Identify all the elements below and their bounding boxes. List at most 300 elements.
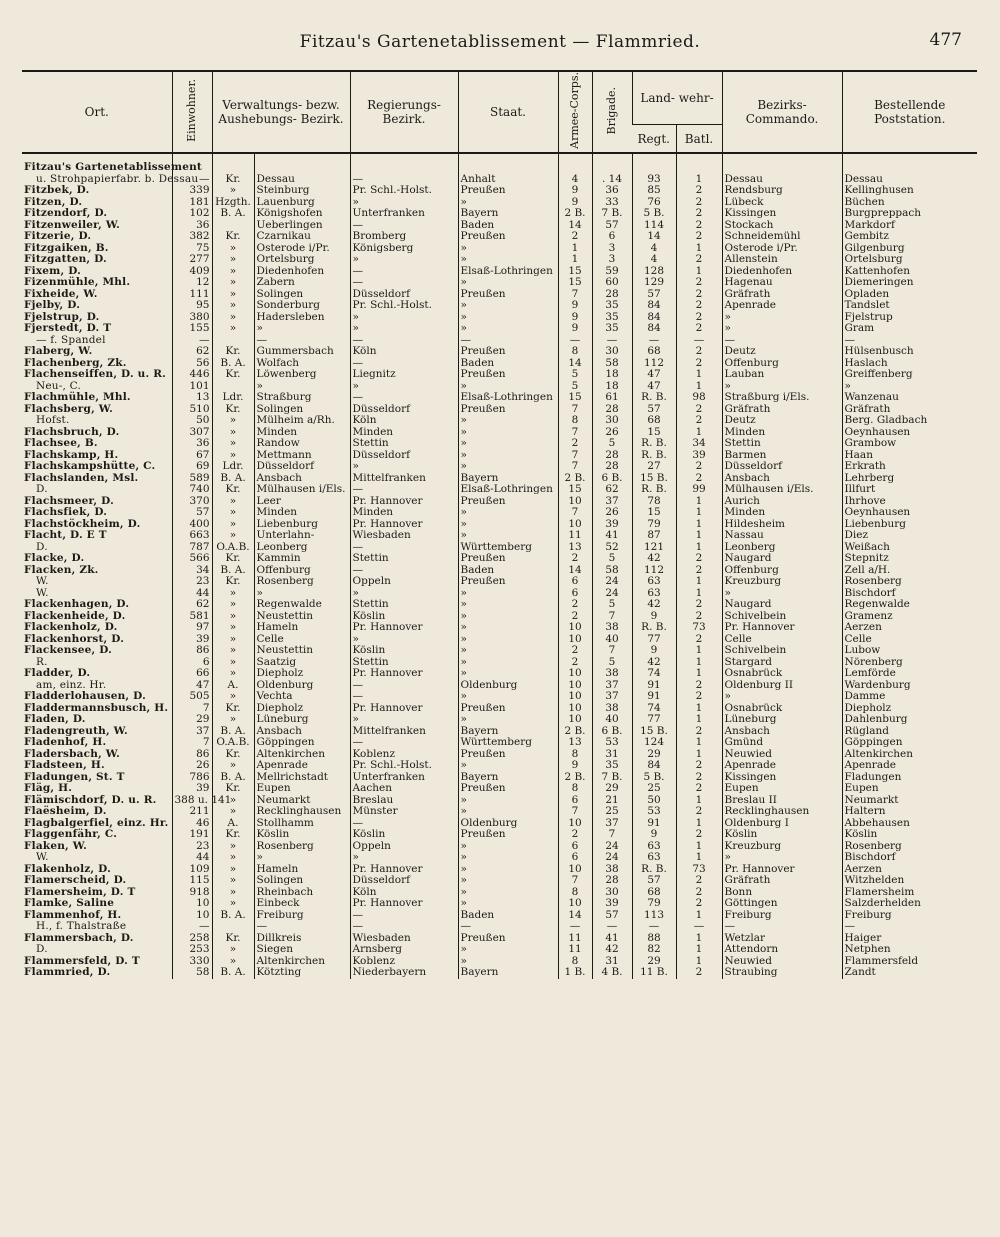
cell-bezirkscommando: Celle bbox=[722, 634, 842, 646]
cell-poststation: Oeynhausen bbox=[842, 427, 977, 439]
cell-ort: Fitzgatten, D. bbox=[24, 253, 107, 265]
cell-poststation: Opladen bbox=[842, 289, 977, 301]
cell-batl: 2 bbox=[676, 898, 722, 910]
cell-ort: Fizenmühle, Mhl. bbox=[24, 276, 131, 288]
cell-bezirk-art: B. A. bbox=[212, 208, 254, 220]
cell-brigade: 21 bbox=[592, 795, 632, 807]
cell-poststation: Diez bbox=[842, 530, 977, 542]
cell-bezirk: Neustettin bbox=[254, 611, 350, 623]
cell-batl: 1 bbox=[676, 795, 722, 807]
cell-regt: 68 bbox=[632, 887, 676, 899]
cell-einwohner: 7 bbox=[172, 703, 212, 715]
cell-regierung: Oppeln bbox=[350, 841, 458, 853]
cell-brigade: 35 bbox=[592, 760, 632, 772]
cell-staat: » bbox=[458, 461, 558, 473]
cell-batl: — bbox=[676, 921, 722, 933]
cell-armeecorps: 2 bbox=[558, 231, 592, 243]
cell-bezirk-art: » bbox=[212, 944, 254, 956]
cell-bezirk: Osterode i/Pr. bbox=[254, 243, 350, 255]
cell-poststation: Gramenz bbox=[842, 611, 977, 623]
cell-poststation: Greiffenberg bbox=[842, 369, 977, 381]
cell-poststation: Haslach bbox=[842, 358, 977, 370]
cell-staat: » bbox=[458, 438, 558, 450]
cell-einwohner: 56 bbox=[172, 358, 212, 370]
cell-einwohner: 109 bbox=[172, 864, 212, 876]
cell-regierung: Köslin bbox=[350, 645, 458, 657]
cell-armeecorps: 2 B. bbox=[558, 473, 592, 485]
cell-staat: » bbox=[458, 691, 558, 703]
cell-poststation: Celle bbox=[842, 634, 977, 646]
cell-armeecorps: 10 bbox=[558, 668, 592, 680]
cell-bezirk: Löwenberg bbox=[254, 369, 350, 381]
cell-ort: Flammersfeld, D. T bbox=[24, 954, 140, 967]
table-row bbox=[22, 611, 977, 623]
cell-poststation: Gembitz bbox=[842, 231, 977, 243]
cell-bezirk: — bbox=[254, 921, 350, 933]
cell-armeecorps: 8 bbox=[558, 783, 592, 795]
cell-bezirkscommando: Bonn bbox=[722, 887, 842, 899]
cell-armeecorps: 11 bbox=[558, 933, 592, 945]
cell-armeecorps: 14 bbox=[558, 910, 592, 922]
cell-bezirk-art: » bbox=[212, 691, 254, 703]
cell-poststation: Tandslet bbox=[842, 300, 977, 312]
cell-poststation: Haiger bbox=[842, 933, 977, 945]
cell-ort: Fitzenweiler, W. bbox=[24, 218, 121, 231]
cell-armeecorps: 13 bbox=[558, 737, 592, 749]
cell-regierung: » bbox=[350, 461, 458, 473]
cell-regt: 25 bbox=[632, 783, 676, 795]
cell-ort: Fitzen, D. bbox=[24, 195, 83, 208]
cell-armeecorps: 6 bbox=[558, 841, 592, 853]
cell-batl: 1 bbox=[676, 243, 722, 255]
cell-regt: 9 bbox=[632, 611, 676, 623]
cell-poststation: Gram bbox=[842, 323, 977, 335]
cell-batl: 2 bbox=[676, 323, 722, 335]
cell-regierung: — bbox=[350, 358, 458, 370]
cell-einwohner: 10 bbox=[172, 910, 212, 922]
cell-ort: Fitzerie, D. bbox=[24, 230, 92, 242]
cell-bezirk-art: » bbox=[212, 864, 254, 876]
cell-poststation: Witzhelden bbox=[842, 875, 977, 887]
cell-bezirk: Kötzting bbox=[254, 967, 350, 979]
cell-regierung: Pr. Hannover bbox=[350, 864, 458, 876]
cell-armeecorps: 14 bbox=[558, 358, 592, 370]
cell-batl: 1 bbox=[676, 542, 722, 554]
cell-regierung: Pr. Hannover bbox=[350, 898, 458, 910]
cell-batl: 2 bbox=[676, 404, 722, 416]
cell-bezirkscommando: Recklinghausen bbox=[722, 806, 842, 818]
cell-bezirk-art: » bbox=[212, 875, 254, 887]
cell-bezirkscommando: Gräfrath bbox=[722, 875, 842, 887]
cell-regierung: Wiesbaden bbox=[350, 530, 458, 542]
cell-regt: 84 bbox=[632, 312, 676, 324]
cell-regierung: Köslin bbox=[350, 611, 458, 623]
cell-regierung: Mittelfranken bbox=[350, 726, 458, 738]
col-header-landwehr: Land- wehr- bbox=[632, 71, 722, 125]
cell-regt: R. B. bbox=[632, 450, 676, 462]
cell-einwohner: 663 bbox=[172, 530, 212, 542]
cell-brigade: 7 bbox=[592, 611, 632, 623]
table-row bbox=[22, 312, 977, 324]
cell-poststation: Weißach bbox=[842, 542, 977, 554]
cell-bezirkscommando: Kreuzburg bbox=[722, 841, 842, 853]
cell-bezirk-art: » bbox=[212, 898, 254, 910]
cell-batl: 2 bbox=[676, 806, 722, 818]
cell-staat: » bbox=[458, 657, 558, 669]
cell-armeecorps: 7 bbox=[558, 507, 592, 519]
cell-bezirkscommando: Freiburg bbox=[722, 910, 842, 922]
cell-einwohner: 380 bbox=[172, 312, 212, 324]
cell-regt: 91 bbox=[632, 680, 676, 692]
cell-poststation: Dahlenburg bbox=[842, 714, 977, 726]
cell-regierung: Königsberg bbox=[350, 243, 458, 255]
cell-bezirkscommando: Nassau bbox=[722, 530, 842, 542]
cell-brigade: 7 B. bbox=[592, 772, 632, 784]
cell-einwohner: 44 bbox=[172, 588, 212, 600]
cell-poststation: Abbehausen bbox=[842, 818, 977, 830]
cell-einwohner: 370 bbox=[172, 496, 212, 508]
cell-staat: » bbox=[458, 254, 558, 266]
table-row bbox=[22, 841, 977, 853]
cell-regierung: Köslin bbox=[350, 829, 458, 841]
cell-brigade: 61 bbox=[592, 392, 632, 404]
cell-bezirk-art: » bbox=[212, 795, 254, 807]
cell-einwohner: 36 bbox=[172, 438, 212, 450]
cell-regt: 53 bbox=[632, 806, 676, 818]
cell-bezirk: Solingen bbox=[254, 875, 350, 887]
cell-einwohner: 47 bbox=[172, 680, 212, 692]
cell-staat: Preußen bbox=[458, 749, 558, 761]
cell-bezirk: Eupen bbox=[254, 783, 350, 795]
cell-brigade: — bbox=[592, 921, 632, 933]
cell-staat: Bayern bbox=[458, 967, 558, 979]
cell-staat: Bayern bbox=[458, 726, 558, 738]
cell-staat: Elsaß-Lothringen bbox=[458, 266, 558, 278]
cell-brigade: 37 bbox=[592, 818, 632, 830]
cell-regt: — bbox=[632, 335, 676, 347]
cell-bezirkscommando: Osnabrück bbox=[722, 668, 842, 680]
cell-regierung: Pr. Hannover bbox=[350, 668, 458, 680]
cell-poststation: Gräfrath bbox=[842, 404, 977, 416]
cell-ort: Flammenhof, H. bbox=[24, 908, 122, 921]
cell-staat: Preußen bbox=[458, 576, 558, 588]
cell-staat: » bbox=[458, 243, 558, 255]
table-row bbox=[22, 404, 977, 416]
cell-batl: 1 bbox=[676, 369, 722, 381]
cell-einwohner: 86 bbox=[172, 645, 212, 657]
cell-bezirk-art: » bbox=[212, 289, 254, 301]
cell-armeecorps: 6 bbox=[558, 852, 592, 864]
cell-bezirk-art: Kr. bbox=[212, 933, 254, 945]
cell-armeecorps: 2 B. bbox=[558, 726, 592, 738]
cell-staat: — bbox=[458, 921, 558, 933]
cell-brigade: 25 bbox=[592, 806, 632, 818]
cell-ort: Flaggenfähr, C. bbox=[24, 828, 118, 840]
cell-poststation: Wanzenau bbox=[842, 392, 977, 404]
cell-bezirk-art: » bbox=[212, 185, 254, 197]
cell-poststation: Liebenburg bbox=[842, 519, 977, 531]
cell-bezirk-art: O.A.B. bbox=[212, 737, 254, 749]
cell-batl: 1 bbox=[676, 496, 722, 508]
cell-brigade: 30 bbox=[592, 887, 632, 899]
cell-bezirk: » bbox=[254, 381, 350, 393]
cell-ort: Hofst. bbox=[36, 414, 70, 426]
cell-poststation: Bischdorf bbox=[842, 852, 977, 864]
cell-einwohner: 6 bbox=[172, 657, 212, 669]
cell-bezirk: Dessau bbox=[254, 174, 350, 186]
cell-brigade: 30 bbox=[592, 415, 632, 427]
cell-ort: Fladsteen, H. bbox=[24, 759, 105, 771]
cell-batl: 2 bbox=[676, 289, 722, 301]
cell-einwohner: 26 bbox=[172, 760, 212, 772]
cell-bezirkscommando: » bbox=[722, 852, 842, 864]
cell-bezirkscommando: Hildesheim bbox=[722, 519, 842, 531]
cell-ort: Flackenhagen, D. bbox=[24, 598, 130, 610]
cell-brigade: 31 bbox=[592, 749, 632, 761]
cell-brigade: 36 bbox=[592, 185, 632, 197]
cell-bezirk: Köslin bbox=[254, 829, 350, 841]
cell-einwohner: 39 bbox=[172, 634, 212, 646]
cell-einwohner: 58 bbox=[172, 967, 212, 979]
cell-regt: 63 bbox=[632, 852, 676, 864]
cell-armeecorps: 8 bbox=[558, 749, 592, 761]
cell-bezirk: Neustettin bbox=[254, 645, 350, 657]
cell-armeecorps: — bbox=[558, 921, 592, 933]
cell-staat: Baden bbox=[458, 565, 558, 577]
running-head: Fitzau's Gartenetablissement — Flammried. bbox=[299, 32, 701, 52]
cell-brigade: 6 bbox=[592, 231, 632, 243]
cell-einwohner: 75 bbox=[172, 243, 212, 255]
cell-poststation: Hülsenbusch bbox=[842, 346, 977, 358]
cell-batl: 1 bbox=[676, 668, 722, 680]
cell-batl: 1 bbox=[676, 737, 722, 749]
cell-poststation: Diemeringen bbox=[842, 277, 977, 289]
cell-brigade: 53 bbox=[592, 737, 632, 749]
cell-armeecorps: 11 bbox=[558, 944, 592, 956]
cell-regierung: Düsseldorf bbox=[350, 404, 458, 416]
table-row bbox=[22, 864, 977, 876]
cell-poststation: Eupen bbox=[842, 783, 977, 795]
cell-batl: 2 bbox=[676, 231, 722, 243]
cell-bezirk-art: » bbox=[212, 530, 254, 542]
cell-bezirk: Lüneburg bbox=[254, 714, 350, 726]
cell-bezirk-art: » bbox=[212, 760, 254, 772]
cell-batl: 2 bbox=[676, 887, 722, 899]
table-row bbox=[22, 921, 977, 933]
cell-staat: Preußen bbox=[458, 185, 558, 197]
cell-regt: 77 bbox=[632, 634, 676, 646]
cell-regierung: — bbox=[350, 174, 458, 186]
cell-regierung: » bbox=[350, 588, 458, 600]
cell-einwohner: 566 bbox=[172, 553, 212, 565]
cell-armeecorps: 15 bbox=[558, 266, 592, 278]
cell-bezirk: Altenkirchen bbox=[254, 956, 350, 968]
cell-bezirk-art: Kr. bbox=[212, 231, 254, 243]
cell-armeecorps: 8 bbox=[558, 346, 592, 358]
cell-bezirkscommando: » bbox=[722, 323, 842, 335]
cell-regt: 112 bbox=[632, 358, 676, 370]
cell-regt: 50 bbox=[632, 795, 676, 807]
cell-bezirkscommando: Pr. Hannover bbox=[722, 622, 842, 634]
cell-poststation: Damme bbox=[842, 691, 977, 703]
cell-armeecorps: 7 bbox=[558, 404, 592, 416]
cell-batl: 1 bbox=[676, 588, 722, 600]
cell-staat: Bayern bbox=[458, 473, 558, 485]
cell-armeecorps: 9 bbox=[558, 300, 592, 312]
cell-ort: D. bbox=[36, 483, 48, 495]
cell-einwohner: 36 bbox=[172, 220, 212, 232]
cell-ort: Fladen, D. bbox=[24, 713, 86, 725]
table-row bbox=[22, 967, 977, 979]
cell-bezirk: Königshofen bbox=[254, 208, 350, 220]
table-row bbox=[22, 254, 977, 266]
cell-armeecorps: 10 bbox=[558, 496, 592, 508]
cell-bezirk-art: Kr. bbox=[212, 576, 254, 588]
cell-poststation: Burgpreppach bbox=[842, 208, 977, 220]
cell-bezirk-art: » bbox=[212, 415, 254, 427]
cell-brigade: 31 bbox=[592, 956, 632, 968]
cell-armeecorps: 6 bbox=[558, 576, 592, 588]
cell-ort: Flackenhorst, D. bbox=[24, 632, 125, 645]
cell-bezirk: Leer bbox=[254, 496, 350, 508]
cell-batl: 2 bbox=[676, 346, 722, 358]
cell-bezirk bbox=[254, 153, 350, 174]
cell-armeecorps: 6 bbox=[558, 795, 592, 807]
cell-ort: D. bbox=[36, 540, 48, 553]
cell-bezirk: — bbox=[254, 335, 350, 347]
cell-armeecorps: 10 bbox=[558, 714, 592, 726]
table-row bbox=[22, 415, 977, 427]
cell-einwohner: 39 bbox=[172, 783, 212, 795]
cell-regierung: Liegnitz bbox=[350, 369, 458, 381]
cell-brigade: 39 bbox=[592, 519, 632, 531]
cell-regierung: Köln bbox=[350, 415, 458, 427]
cell-batl: 2 bbox=[676, 726, 722, 738]
cell-armeecorps: 10 bbox=[558, 898, 592, 910]
cell-armeecorps: 5 bbox=[558, 369, 592, 381]
cell-brigade: 35 bbox=[592, 300, 632, 312]
cell-bezirk: Altenkirchen bbox=[254, 749, 350, 761]
cell-staat: Baden bbox=[458, 220, 558, 232]
table-row bbox=[22, 289, 977, 301]
cell-regierung: — bbox=[350, 484, 458, 496]
cell-bezirkscommando: Attendorn bbox=[722, 944, 842, 956]
cell-bezirk-art: » bbox=[212, 300, 254, 312]
cell-staat: Preußen bbox=[458, 496, 558, 508]
cell-poststation: Fjelstrup bbox=[842, 312, 977, 324]
cell-ort: Neu-, C. bbox=[36, 379, 81, 392]
col-header-verwaltung: Verwaltungs- bezw. Aushebungs- Bezirk. bbox=[212, 71, 350, 153]
cell-einwohner: 589 bbox=[172, 473, 212, 485]
cell-armeecorps: 5 bbox=[558, 381, 592, 393]
cell-einwohner: 505 bbox=[172, 691, 212, 703]
cell-batl: 1 bbox=[676, 841, 722, 853]
table-row bbox=[22, 450, 977, 462]
cell-ort: Flachsberg, W. bbox=[24, 402, 114, 415]
cell-bezirk: Vechta bbox=[254, 691, 350, 703]
cell-bezirk: Kammin bbox=[254, 553, 350, 565]
cell-bezirk: Steinburg bbox=[254, 185, 350, 197]
cell-ort: Flachsfiek, D. bbox=[24, 506, 108, 518]
cell-regierung: — bbox=[350, 737, 458, 749]
cell-bezirk: Düsseldorf bbox=[254, 461, 350, 473]
cell-bezirkscommando: Mülhausen i/Els. bbox=[722, 484, 842, 496]
cell-einwohner: 44 bbox=[172, 852, 212, 864]
cell-regierung: Minden bbox=[350, 427, 458, 439]
cell-einwohner: 339 bbox=[172, 185, 212, 197]
cell-regierung: Oppeln bbox=[350, 576, 458, 588]
cell-ort: Flacke, D. bbox=[24, 552, 85, 564]
cell-regierung: Pr. Schl.-Holst. bbox=[350, 760, 458, 772]
cell-bezirk-art: » bbox=[212, 588, 254, 600]
cell-brigade: 24 bbox=[592, 852, 632, 864]
cell-regierung: Wiesbaden bbox=[350, 933, 458, 945]
cell-batl: 2 bbox=[676, 783, 722, 795]
cell-armeecorps: 13 bbox=[558, 542, 592, 554]
page-header bbox=[0, 28, 1000, 58]
cell-armeecorps: 2 bbox=[558, 657, 592, 669]
cell-batl: 2 bbox=[676, 611, 722, 623]
cell-armeecorps: 8 bbox=[558, 415, 592, 427]
cell-poststation: Haltern bbox=[842, 806, 977, 818]
cell-regierung bbox=[350, 153, 458, 174]
col-header-bezirkscommando: Bezirks- Commando. bbox=[722, 71, 842, 153]
cell-armeecorps: 10 bbox=[558, 691, 592, 703]
cell-einwohner: 388 u. 141 bbox=[172, 795, 212, 807]
cell-armeecorps: 9 bbox=[558, 312, 592, 324]
cell-batl bbox=[676, 153, 722, 174]
cell-regt: 5 B. bbox=[632, 208, 676, 220]
cell-poststation: Göppingen bbox=[842, 737, 977, 749]
cell-regt: 121 bbox=[632, 542, 676, 554]
table-row bbox=[22, 392, 977, 404]
cell-regt: 114 bbox=[632, 220, 676, 232]
cell-einwohner: 330 bbox=[172, 956, 212, 968]
cell-armeecorps: 10 bbox=[558, 634, 592, 646]
cell-regt: 15 bbox=[632, 427, 676, 439]
cell-regierung: — bbox=[350, 277, 458, 289]
table-row bbox=[22, 634, 977, 646]
cell-staat: » bbox=[458, 312, 558, 324]
cell-ort: Flachslanden, Msl. bbox=[24, 471, 139, 484]
cell-staat: Baden bbox=[458, 910, 558, 922]
cell-batl: 2 bbox=[676, 277, 722, 289]
cell-poststation: Rosenberg bbox=[842, 576, 977, 588]
cell-bezirkscommando: Pr. Hannover bbox=[722, 864, 842, 876]
cell-poststation: Apenrade bbox=[842, 760, 977, 772]
table-row bbox=[22, 369, 977, 381]
cell-armeecorps: 10 bbox=[558, 818, 592, 830]
cell-ort: Flammried, D. bbox=[24, 966, 111, 978]
cell-staat: » bbox=[458, 841, 558, 853]
cell-staat: Elsaß-Lothringen bbox=[458, 392, 558, 404]
cell-bezirk: Einbeck bbox=[254, 898, 350, 910]
cell-staat: » bbox=[458, 519, 558, 531]
cell-ort: Fladengreuth, W. bbox=[24, 724, 128, 737]
cell-staat: » bbox=[458, 944, 558, 956]
cell-regt: 74 bbox=[632, 703, 676, 715]
cell-ort: Flamerscheid, D. bbox=[24, 874, 127, 886]
cell-batl: 2 bbox=[676, 967, 722, 979]
cell-bezirkscommando: Allenstein bbox=[722, 254, 842, 266]
cell-regierung: Pr. Hannover bbox=[350, 519, 458, 531]
cell-bezirkscommando: Osterode i/Pr. bbox=[722, 243, 842, 255]
cell-ort: Fläg, H. bbox=[24, 782, 73, 794]
cell-regt: 76 bbox=[632, 197, 676, 209]
cell-einwohner: 12 bbox=[172, 277, 212, 289]
cell-bezirk: Diedenhofen bbox=[254, 266, 350, 278]
table-row bbox=[22, 680, 977, 692]
